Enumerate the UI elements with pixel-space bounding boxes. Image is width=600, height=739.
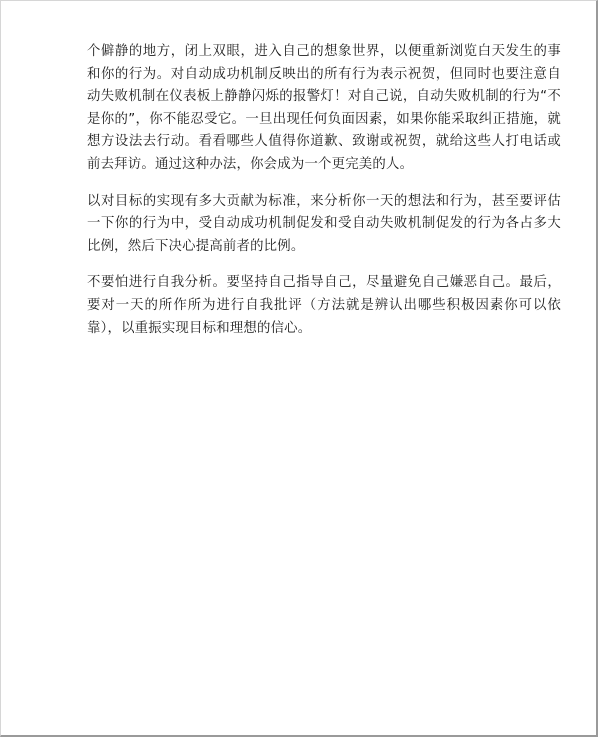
paragraph-3: 不要怕进行自我分析。要坚持自己指导自己，尽量避免自己嫌恶自己。最后，要对一天的所作所为进行自我批评（方法就是辨认出哪些积极因素你可以依靠），以重振实现目标和理想的信心。 (87, 275, 561, 336)
document-body (87, 41, 561, 354)
paragraph-2: 以对目标的实现有多大贡献为标准，来分析你一天的想法和行为，甚至要评估一下你的行为中，受自动成功机制促发和受自动失败机制促发的行为各占多大比例，然后下决心提高前者的比例。 (87, 193, 561, 254)
paragraph-1: 个僻静的地方，闭上双眼，进入自己的想象世界，以便重新浏览白天发生的事和你的行为。对自动成功机制反映出的所有行为表示祝贺，但同时也要注意自动失败机制在仪表板上静静闪烁的报警灯！对自己说，自动失败机制的行为“不是你的”，你不能忍受它。一旦出现任何负面因素，如果你能采取纠正措施，就想方设法去行动。看看哪些人值得你道歉、致谢或祝贺，就给这些人打电话或前去拜访。通过这种办法，你会成为一个更完美的人。 (87, 44, 561, 172)
